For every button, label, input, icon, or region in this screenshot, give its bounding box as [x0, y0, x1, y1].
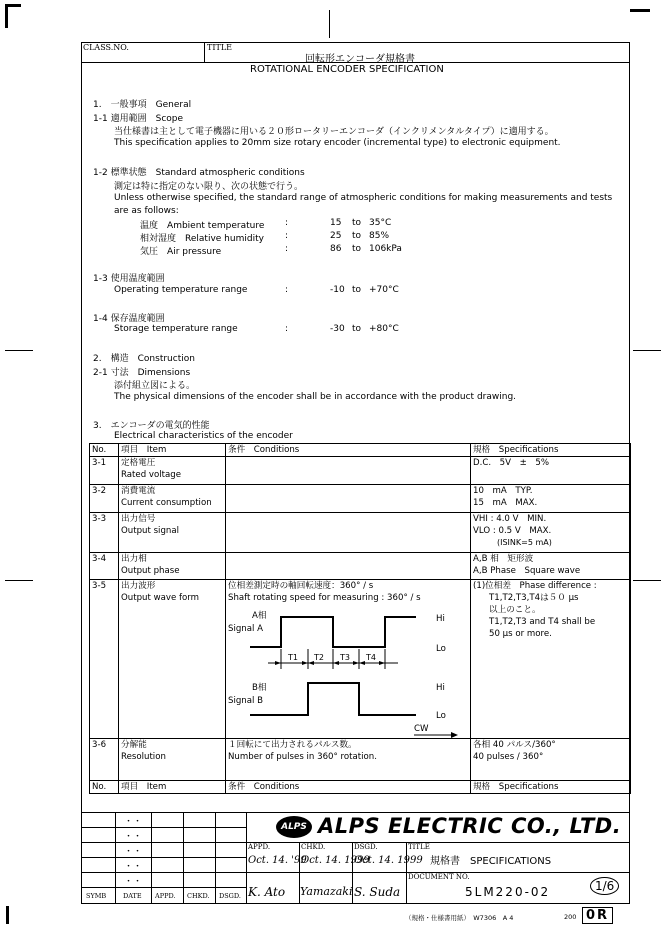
- rev-dots: ・・: [124, 877, 143, 887]
- section-2-heading: 2. 構造 Construction: [93, 354, 195, 364]
- scope-en: This specification applies to 20mm size rotary encoder (incremental type) to electronic equipment.: [114, 138, 561, 148]
- page-number: 1/6: [590, 877, 619, 895]
- tb-title-label: TITLE: [408, 843, 430, 851]
- t3-label: T3: [340, 653, 350, 662]
- title-label: TITLE: [207, 43, 232, 52]
- dimensions-en: The physical dimensions of the encoder shall be in accordance with the product drawing.: [114, 392, 517, 402]
- footer-code: 200: [564, 913, 577, 921]
- cw-arrow-head: [451, 732, 458, 738]
- label-chkd: CHKD.: [187, 892, 210, 900]
- rev-dots: ・・: [124, 847, 143, 857]
- cw-label: CW: [414, 724, 429, 734]
- rev-dots: ・・: [124, 832, 143, 842]
- side-mark-right2: [633, 580, 661, 581]
- label-appd: APPD.: [155, 892, 176, 900]
- signal-b-wave: [250, 683, 416, 715]
- timing-arrow: [333, 661, 339, 665]
- side-mark-right: [633, 350, 661, 351]
- dimensions-jp: 添付組立図による。: [114, 381, 196, 391]
- t4-label: T4: [366, 653, 376, 662]
- title-jp: 回転形エンコーダ規格書: [305, 54, 415, 65]
- std-cond-en2: are as follows:: [114, 206, 179, 216]
- label-date: DATE: [123, 892, 142, 900]
- waveform-diagram: [228, 606, 469, 738]
- section-1-3-heading: 1-3 使用温度範囲: [93, 274, 165, 284]
- electrical-spec-table: [89, 443, 631, 794]
- timing-arrow: [359, 661, 365, 665]
- section-1-4-heading: 1-4 保存温度範囲: [93, 314, 165, 324]
- side-mark-left2: [5, 580, 33, 581]
- class-no-label: CLASS.NO.: [83, 43, 129, 52]
- timing-arrow: [353, 661, 359, 665]
- rev-dots: ・・: [124, 817, 143, 827]
- company-name: ALPS ELECTRIC CO., LTD.: [318, 814, 622, 838]
- signal-a-wave: [250, 617, 416, 647]
- signal-b-hi: Hi: [436, 683, 445, 693]
- signal-b-en: Signal B: [228, 696, 264, 706]
- doc-no-label: DOCUMENT NO.: [408, 873, 470, 881]
- signal-a-en: Signal A: [228, 624, 264, 634]
- revision-mark: 0R: [582, 907, 613, 924]
- table-row: 3-6 分解能 Resolution １回転にて出力されるパルス数。 Number of pulses in 360° rotation. 各相 40 パルス/360° 40 pulses / 360°: [90, 739, 631, 781]
- std-cond-en1: Unless otherwise specified, the standard range of atmospheric conditions for making measurements and tests: [114, 193, 613, 203]
- label-dsgd: DSGD.: [219, 892, 241, 900]
- signal-a-jp: A相: [252, 611, 267, 621]
- corner-mark-tl-v: [5, 4, 8, 28]
- appd-signature: K. Ato: [248, 885, 286, 899]
- section-3-en: Electrical characteristics of the encoder: [114, 431, 293, 441]
- timing-arrow: [379, 661, 385, 665]
- table-row: 3-1 定格電圧 Rated voltage D.C. 5V ± 5%: [90, 457, 631, 485]
- dsgd-date: Oct. 14. 1999: [354, 855, 423, 866]
- section-1-heading: 1. 一般事項 General: [93, 100, 192, 110]
- table-row: 3-3 出力信号 Output signal VHI : 4.0 V MIN. VLO : 0.5 V MAX. (ISINK=5 mA): [90, 513, 631, 553]
- chkd-label: CHKD.: [301, 843, 326, 851]
- corner-mark-tr: [630, 9, 650, 12]
- table-footer-header-row: No. 項目 Item 条件 Conditions 規格 Specifications: [90, 781, 631, 794]
- appd-date: Oct. 14. '99: [248, 855, 307, 866]
- title-en: ROTATIONAL ENCODER SPECIFICATION: [250, 64, 444, 75]
- signal-a-hi: Hi: [436, 614, 445, 624]
- side-mark-left: [5, 350, 33, 351]
- corner-mark-bl: [6, 906, 9, 924]
- header-split: [204, 42, 205, 62]
- t1-label: T1: [288, 653, 298, 662]
- scope-jp: 当仕様書は主として電子機器に用いる２０形ロータリーエンコーダ（インクリメンタルタイプ）に適用する。: [114, 127, 554, 137]
- table-row: 3-4 出力相 Output phase A,B 相 矩形波 A,B Phase Square wave: [90, 553, 631, 580]
- timing-arrow: [275, 661, 281, 665]
- section-1-1-heading: 1-1 適用範囲 Scope: [93, 114, 184, 124]
- section-1-2-heading: 1-2 標準状態 Standard atmospheric conditions: [93, 168, 305, 178]
- chkd-signature: Yamazaki: [300, 885, 353, 898]
- chkd-date: Oct. 14. 1999: [301, 855, 370, 866]
- signal-b-lo: Lo: [436, 711, 446, 721]
- section-2-1-heading: 2-1 寸法 Dimensions: [93, 368, 191, 378]
- timing-arrow: [302, 661, 308, 665]
- signal-a-lo: Lo: [436, 644, 446, 654]
- rev-dots: ・・: [124, 862, 143, 872]
- dsgd-label: DSGD.: [354, 843, 378, 851]
- section-3-heading: 3. エンコーダの電気的性能: [93, 421, 210, 431]
- t2-label: T2: [314, 653, 324, 662]
- appd-label: APPD.: [248, 843, 271, 851]
- center-mark-top: [329, 10, 330, 38]
- footer-note: （規格・仕様書用紙） W7306 A 4: [405, 914, 514, 922]
- std-cond-jp: 測定は特に指定のない限り、次の状態で行う。: [114, 182, 304, 192]
- dsgd-signature: S. Suda: [354, 885, 401, 899]
- table-row: 3-2 消費電流 Current consumption 10 mA TYP. 15 mA MAX.: [90, 485, 631, 513]
- tb-title-value: 規格書 SPECIFICATIONS: [430, 856, 552, 867]
- doc-no: 5LM220-02: [465, 885, 551, 899]
- table-header-row: No. 項目 Item 条件 Conditions 規格 Specifications: [90, 444, 631, 457]
- alps-logo: ALPS: [276, 816, 312, 838]
- label-symb: SYMB: [86, 892, 107, 900]
- signal-b-jp: B相: [252, 683, 267, 693]
- table-row-waveform: 3-5 出力波形 Output wave form 位相差測定時の軸回転速度：360° / s Shaft rotating speed for measuring : 360° / s A相 Signal A Hi Lo T1 T2 T3 T4 B相 Signal B Hi Lo CW (1)位相差 Phase difference : T1,T2,T3,T4は５０ μs 以上のこと。 T1,T2,T3 and T4 shall be 50 μs or more.: [90, 580, 631, 739]
